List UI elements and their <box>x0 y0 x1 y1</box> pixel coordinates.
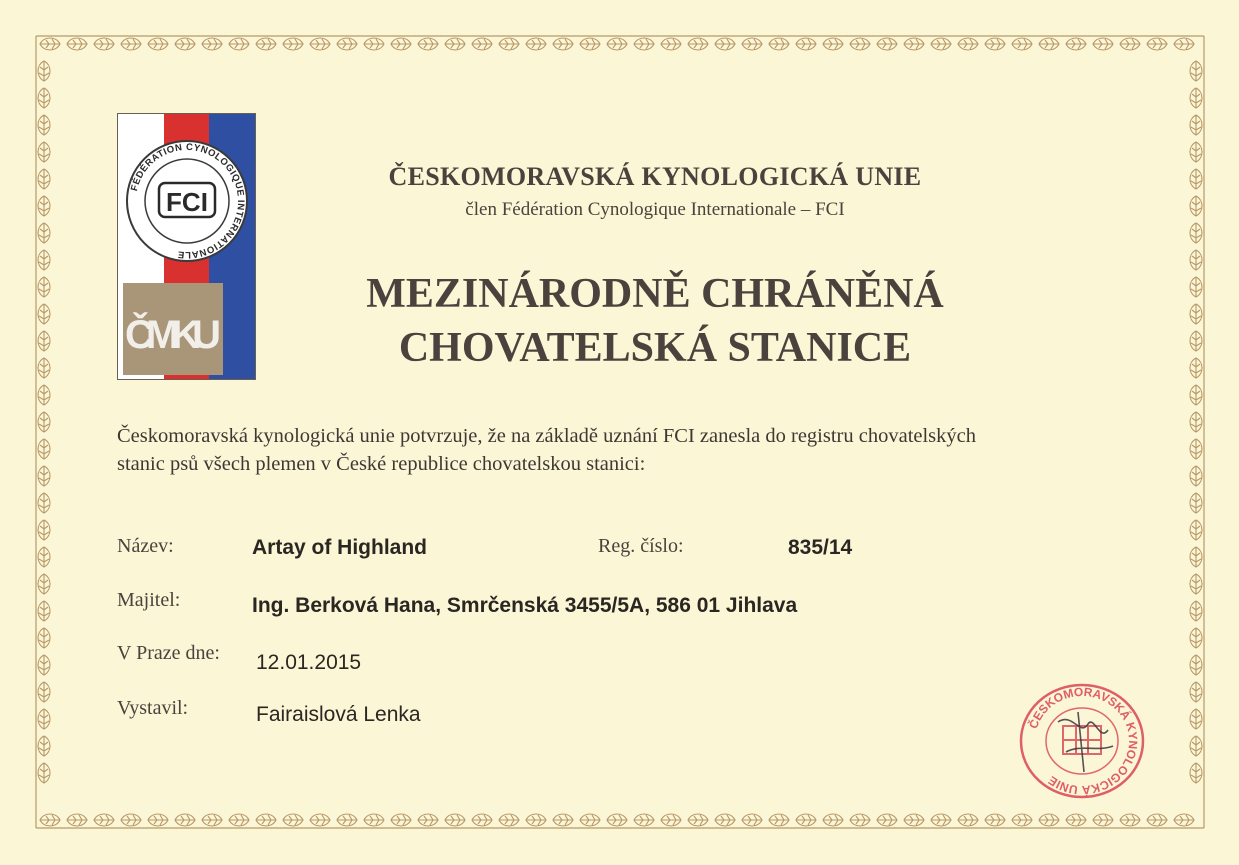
border-leaf <box>38 682 50 702</box>
border-leaf <box>1190 547 1202 567</box>
border-leaf <box>94 814 114 826</box>
owner-value: Ing. Berková Hana, Smrčenská 3455/5A, 586 01 Jihlava <box>252 594 798 617</box>
border-leaf <box>1190 601 1202 621</box>
border-leaf <box>1190 709 1202 729</box>
border-leaf <box>38 88 50 108</box>
border-leaf <box>607 38 627 50</box>
border-leaf <box>958 38 978 50</box>
border-leaf <box>742 38 762 50</box>
border-leaf <box>1190 223 1202 243</box>
owner-label: Majitel: <box>117 589 181 611</box>
intro-line1: Českomoravská kynologická unie potvrzuje, že na základě uznání FCI zanesla do registru chovatelských <box>117 425 977 447</box>
border-leaf <box>1190 196 1202 216</box>
border-leaf <box>1190 682 1202 702</box>
border-leaf <box>769 38 789 50</box>
border-leaf <box>553 38 573 50</box>
border-leaf <box>310 38 330 50</box>
border-leaf <box>1190 250 1202 270</box>
border-leaf <box>445 814 465 826</box>
border-leaf <box>1190 628 1202 648</box>
border-leaf <box>904 38 924 50</box>
kennel-name: Artay of Highland <box>252 536 428 559</box>
border-leaf <box>38 547 50 567</box>
border-leaf <box>1093 814 1113 826</box>
border-leaf <box>661 814 681 826</box>
border-leaf <box>769 814 789 826</box>
border-leaf <box>1174 38 1194 50</box>
border-leaf <box>38 736 50 756</box>
certificate-title-line1: MEZINÁRODNĚ CHRÁNĚNÁ <box>366 271 944 317</box>
border-leaf <box>148 814 168 826</box>
border-leaf <box>904 814 924 826</box>
border-leaf <box>661 38 681 50</box>
border-leaf <box>38 439 50 459</box>
border-leaf <box>337 38 357 50</box>
border-leaf <box>391 38 411 50</box>
cmku-emblem <box>123 283 223 375</box>
border-leaf <box>1120 814 1140 826</box>
issue-date: 12.01.2015 <box>256 651 362 674</box>
border-leaf <box>1093 38 1113 50</box>
border-leaf <box>580 814 600 826</box>
border-leaf <box>256 814 276 826</box>
border-leaf <box>67 814 87 826</box>
border-leaf <box>202 38 222 50</box>
border-leaf <box>40 38 60 50</box>
border-leaf <box>1190 655 1202 675</box>
border-leaf <box>38 628 50 648</box>
border-leaf <box>1190 142 1202 162</box>
border-leaf <box>337 814 357 826</box>
fci-seal-center: FCI <box>166 187 208 217</box>
border-leaf <box>38 223 50 243</box>
svg-text:FÉDÉRATION CYNOLOGIQUE INTERNA: FÉDÉRATION CYNOLOGIQUE INTERNATIONALE <box>129 141 247 261</box>
border-leaf <box>1190 520 1202 540</box>
border-leaf <box>499 814 519 826</box>
border-leaf <box>121 38 141 50</box>
border-leaf <box>634 814 654 826</box>
border-leaf <box>850 814 870 826</box>
intro-line2: stanic psů všech plemen v České republice chovatelskou stanici: <box>117 453 646 475</box>
reg-number-label: Reg. číslo: <box>598 535 684 557</box>
border-leaf <box>877 38 897 50</box>
border-leaf <box>1190 412 1202 432</box>
issued-by-label: Vystavil: <box>117 697 189 719</box>
border-leaf <box>796 814 816 826</box>
border-leaf <box>1190 115 1202 135</box>
border-leaf <box>472 38 492 50</box>
border-leaf <box>1190 574 1202 594</box>
border-leaf <box>1190 169 1202 189</box>
fci-seal <box>127 141 247 261</box>
border-leaf <box>391 814 411 826</box>
border-leaf <box>607 814 627 826</box>
border-leaf <box>418 38 438 50</box>
border-leaf <box>1190 304 1202 324</box>
border-leaf <box>38 169 50 189</box>
border-leaf <box>580 38 600 50</box>
border-leaf <box>553 814 573 826</box>
certificate-title-line2: CHOVATELSKÁ STANICE <box>398 325 912 371</box>
border-leaf <box>715 814 735 826</box>
border-leaf <box>1190 385 1202 405</box>
issued-by: Fairaislová Lenka <box>256 703 421 726</box>
border-leaf <box>931 814 951 826</box>
border-leaf <box>364 38 384 50</box>
official-stamp <box>1018 682 1146 800</box>
border-leaf <box>1066 814 1086 826</box>
border-leaf <box>38 115 50 135</box>
border-leaf <box>38 196 50 216</box>
border-leaf <box>38 385 50 405</box>
border-leaf <box>1190 331 1202 351</box>
border-leaf <box>958 814 978 826</box>
border-leaf <box>1190 466 1202 486</box>
border-leaf <box>229 814 249 826</box>
border-leaf <box>1190 88 1202 108</box>
border-leaf <box>38 250 50 270</box>
border-leaf <box>1039 38 1059 50</box>
border-leaf <box>1174 814 1194 826</box>
border-leaf <box>283 38 303 50</box>
border-leaf <box>1147 814 1167 826</box>
border-leaf <box>148 38 168 50</box>
border-leaf <box>38 574 50 594</box>
border-leaf <box>1190 61 1202 81</box>
border-leaf <box>38 655 50 675</box>
border-leaf <box>67 38 87 50</box>
border-leaf <box>823 814 843 826</box>
border-leaf <box>38 763 50 783</box>
date-label: V Praze dne: <box>117 642 220 664</box>
border-leaf <box>1120 38 1140 50</box>
border-leaf <box>688 38 708 50</box>
signature <box>1058 712 1113 772</box>
organization-name: ČESKOMORAVSKÁ KYNOLOGICKÁ UNIE <box>388 162 922 191</box>
border-leaf <box>499 38 519 50</box>
border-leaf <box>38 331 50 351</box>
border-leaf <box>38 466 50 486</box>
border-leaf <box>256 38 276 50</box>
border-leaf <box>175 38 195 50</box>
border-leaf <box>985 814 1005 826</box>
border-leaf <box>229 38 249 50</box>
border-leaf <box>526 814 546 826</box>
border-leaf <box>526 38 546 50</box>
certificate-intro <box>117 422 1127 478</box>
border-leaf <box>1190 277 1202 297</box>
border-leaf <box>38 277 50 297</box>
border-leaf <box>38 520 50 540</box>
border-leaf <box>1066 38 1086 50</box>
svg-text:ČMKU: ČMKU <box>125 313 221 357</box>
reg-number: 835/14 <box>788 536 853 559</box>
border-leaf <box>310 814 330 826</box>
border-leaf <box>38 601 50 621</box>
border-leaf <box>94 38 114 50</box>
border-leaf <box>1012 814 1032 826</box>
border-leaf <box>1190 439 1202 459</box>
border-leaf <box>850 38 870 50</box>
border-leaf <box>38 358 50 378</box>
border-leaf <box>202 814 222 826</box>
border-leaf <box>1190 493 1202 513</box>
border-leaf <box>796 38 816 50</box>
border-leaf <box>985 38 1005 50</box>
border-leaf <box>40 814 60 826</box>
border-leaf <box>634 38 654 50</box>
border-leaf <box>877 814 897 826</box>
border-leaf <box>1190 736 1202 756</box>
border-leaf <box>823 38 843 50</box>
border-leaf <box>175 814 195 826</box>
border-leaf <box>38 61 50 81</box>
border-leaf <box>1147 38 1167 50</box>
border-leaf <box>38 304 50 324</box>
border-leaf <box>38 493 50 513</box>
border-leaf <box>1190 763 1202 783</box>
border-leaf <box>472 814 492 826</box>
border-leaf <box>38 412 50 432</box>
border-leaf <box>38 709 50 729</box>
cmku-fci-logo <box>117 113 256 380</box>
border-leaf <box>364 814 384 826</box>
border-leaf <box>418 814 438 826</box>
border-leaf <box>1012 38 1032 50</box>
border-leaf <box>121 814 141 826</box>
border-leaf <box>38 142 50 162</box>
border-leaf <box>283 814 303 826</box>
svg-text:ČESKOMORAVSKÁ KYNOLOGICKÁ UNIE: ČESKOMORAVSKÁ KYNOLOGICKÁ UNIE <box>1026 684 1141 798</box>
border-leaf <box>1039 814 1059 826</box>
name-label: Název: <box>117 535 174 557</box>
fci-membership: člen Fédération Cynologique Internationale – FCI <box>465 199 845 220</box>
border-leaf <box>931 38 951 50</box>
border-leaf <box>688 814 708 826</box>
border-leaf <box>715 38 735 50</box>
border-leaf <box>445 38 465 50</box>
border-leaf <box>742 814 762 826</box>
border-leaf <box>1190 358 1202 378</box>
